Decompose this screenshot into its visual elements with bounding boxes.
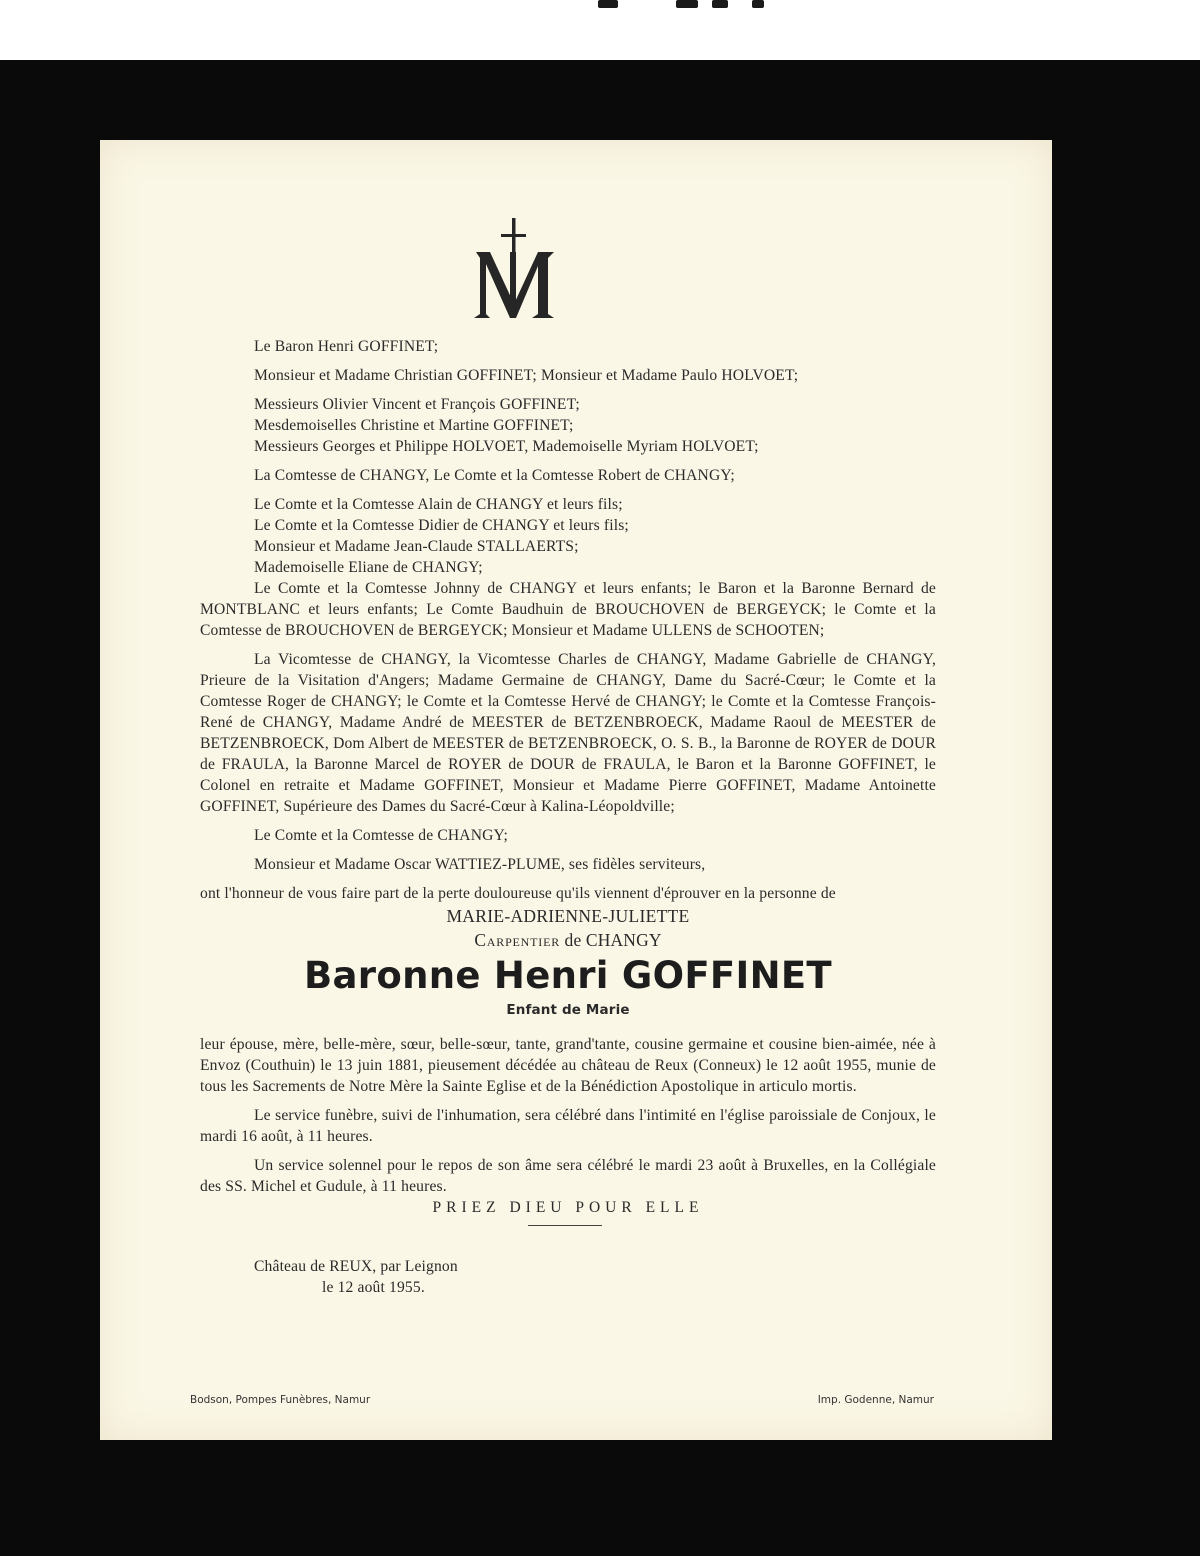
deceased-family-rest: de CHANGY — [560, 930, 662, 950]
cross-monogram-icon — [470, 218, 560, 326]
deceased-family-smallcaps: Carpentier — [474, 930, 561, 950]
family-line: Le Comte et la Comtesse Didier de CHANGY et leurs fils; — [254, 517, 629, 534]
deceased-given-names: MARIE-ADRIENNE-JULIETTE — [446, 906, 690, 926]
family-line: Monsieur et Madame Jean-Claude STALLAERTS; — [254, 538, 579, 555]
family-line: Le Comte et la Comtesse de CHANGY; — [254, 827, 508, 844]
details-paragraph: leur épouse, mère, belle-mère, sœur, belle-sœur, tante, grand'tante, cousine germaine et cousine bien-aimée, née à Envoz (Couthuin) le 13 juin 1881, pieusement décédée au château de Reux (Conneux) le 12 août 1955, munie de tous les Sacrements de Notre Mère la Sainte Eglise et de la Bénédiction Apostolique in articulo mortis. — [200, 1036, 936, 1095]
family-line: Messieurs Olivier Vincent et François GOFFINET; — [254, 396, 580, 413]
scan-artifact — [598, 0, 618, 8]
footer-printer: Imp. Godenne, Namur — [817, 1394, 934, 1406]
date-line: le 12 août 1955. — [322, 1279, 425, 1296]
scan-artifact — [712, 0, 728, 8]
announcement-text: ont l'honneur de vous faire part de la perte douloureuse qu'ils viennent d'éprouver en la personne de — [200, 885, 836, 902]
funeral-notice-card — [100, 140, 1052, 1440]
family-line: Mademoiselle Eliane de CHANGY; — [254, 559, 483, 576]
scan-artifact — [676, 0, 698, 8]
place-date — [254, 1256, 936, 1298]
notice-body — [200, 336, 936, 1298]
deceased-subtitle: Enfant de Marie — [506, 1002, 630, 1018]
place-line: Château de REUX, par Leignon — [254, 1258, 458, 1275]
family-line: Le Comte et la Comtesse Alain de CHANGY et leurs fils; — [254, 496, 623, 513]
family-line: La Comtesse de CHANGY, Le Comte et la Comtesse Robert de CHANGY; — [254, 467, 735, 484]
family-paragraph: La Vicomtesse de CHANGY, la Vicomtesse Charles de CHANGY, Madame Gabrielle de CHANGY, Prieure de la Visitation d'Angers; Madame Germaine de CHANGY, Dame du Sacré-Cœur; le Comte et la Comtesse Roger de CHANGY; le Comte et la Comtesse Hervé de CHANGY; le Comte et la Comtesse François-René de CHANGY, Madame André de MEESTER de BETZENBROECK, Madame Raoul de MEESTER de BETZENBROECK, Dom Albert de MEESTER de BETZENBROECK, O. S. B., la Baronne de ROYER de DOUR de FRAULA, la Baronne Marcel de ROYER de DOUR de FRAULA, le Baron et la Baronne GOFFINET, le Colonel en retraite et Madame GOFFINET, Monsieur et Madame Pierre GOFFINET, Madame Antoinette GOFFINET, Supérieure des Dames du Sacré-Cœur à Kalina-Léopoldville; — [200, 651, 936, 815]
footer-funeral-home: Bodson, Pompes Funèbres, Namur — [190, 1394, 371, 1406]
family-line: Le Baron Henri GOFFINET; — [254, 338, 439, 355]
scan-artifact — [752, 0, 764, 8]
family-line: Monsieur et Madame Oscar WATTIEZ-PLUME, ses fidèles serviteurs, — [254, 856, 706, 873]
funeral-service-text: Le service funèbre, suivi de l'inhumation, sera célébré dans l'intimité en l'église paroissiale de Conjoux, le mardi 16 août, à 11 heures. — [200, 1107, 936, 1145]
prayer-line: PRIEZ DIEU POUR ELLE — [432, 1199, 704, 1216]
family-line: Messieurs Georges et Philippe HOLVOET, Mademoiselle Myriam HOLVOET; — [254, 438, 759, 455]
family-line: Monsieur et Madame Christian GOFFINET; Monsieur et Madame Paulo HOLVOET; — [254, 367, 799, 384]
deceased-family-name — [200, 928, 936, 952]
deceased-title: Baronne Henri GOFFINET — [304, 954, 832, 997]
family-line: Mesdemoiselles Christine et Martine GOFFINET; — [254, 417, 574, 434]
scan-top-margin — [0, 0, 1200, 60]
family-paragraph: Le Comte et la Comtesse Johnny de CHANGY et leurs enfants; le Baron et la Baronne Bernard de MONTBLANC et leurs enfants; Le Comte Baudhuin de BROUCHOVEN de BERGEYCK; le Comte et la Comtesse de BROUCHOVEN de BERGEYCK; Monsieur et Madame ULLENS de SCHOOTEN; — [200, 580, 936, 639]
solemn-service-text: Un service solennel pour le repos de son âme sera célébré le mardi 23 août à Bruxelles, en la Collégiale des SS. Michel et Gudule, à 11 heures. — [200, 1157, 936, 1195]
divider-rule — [528, 1225, 602, 1226]
